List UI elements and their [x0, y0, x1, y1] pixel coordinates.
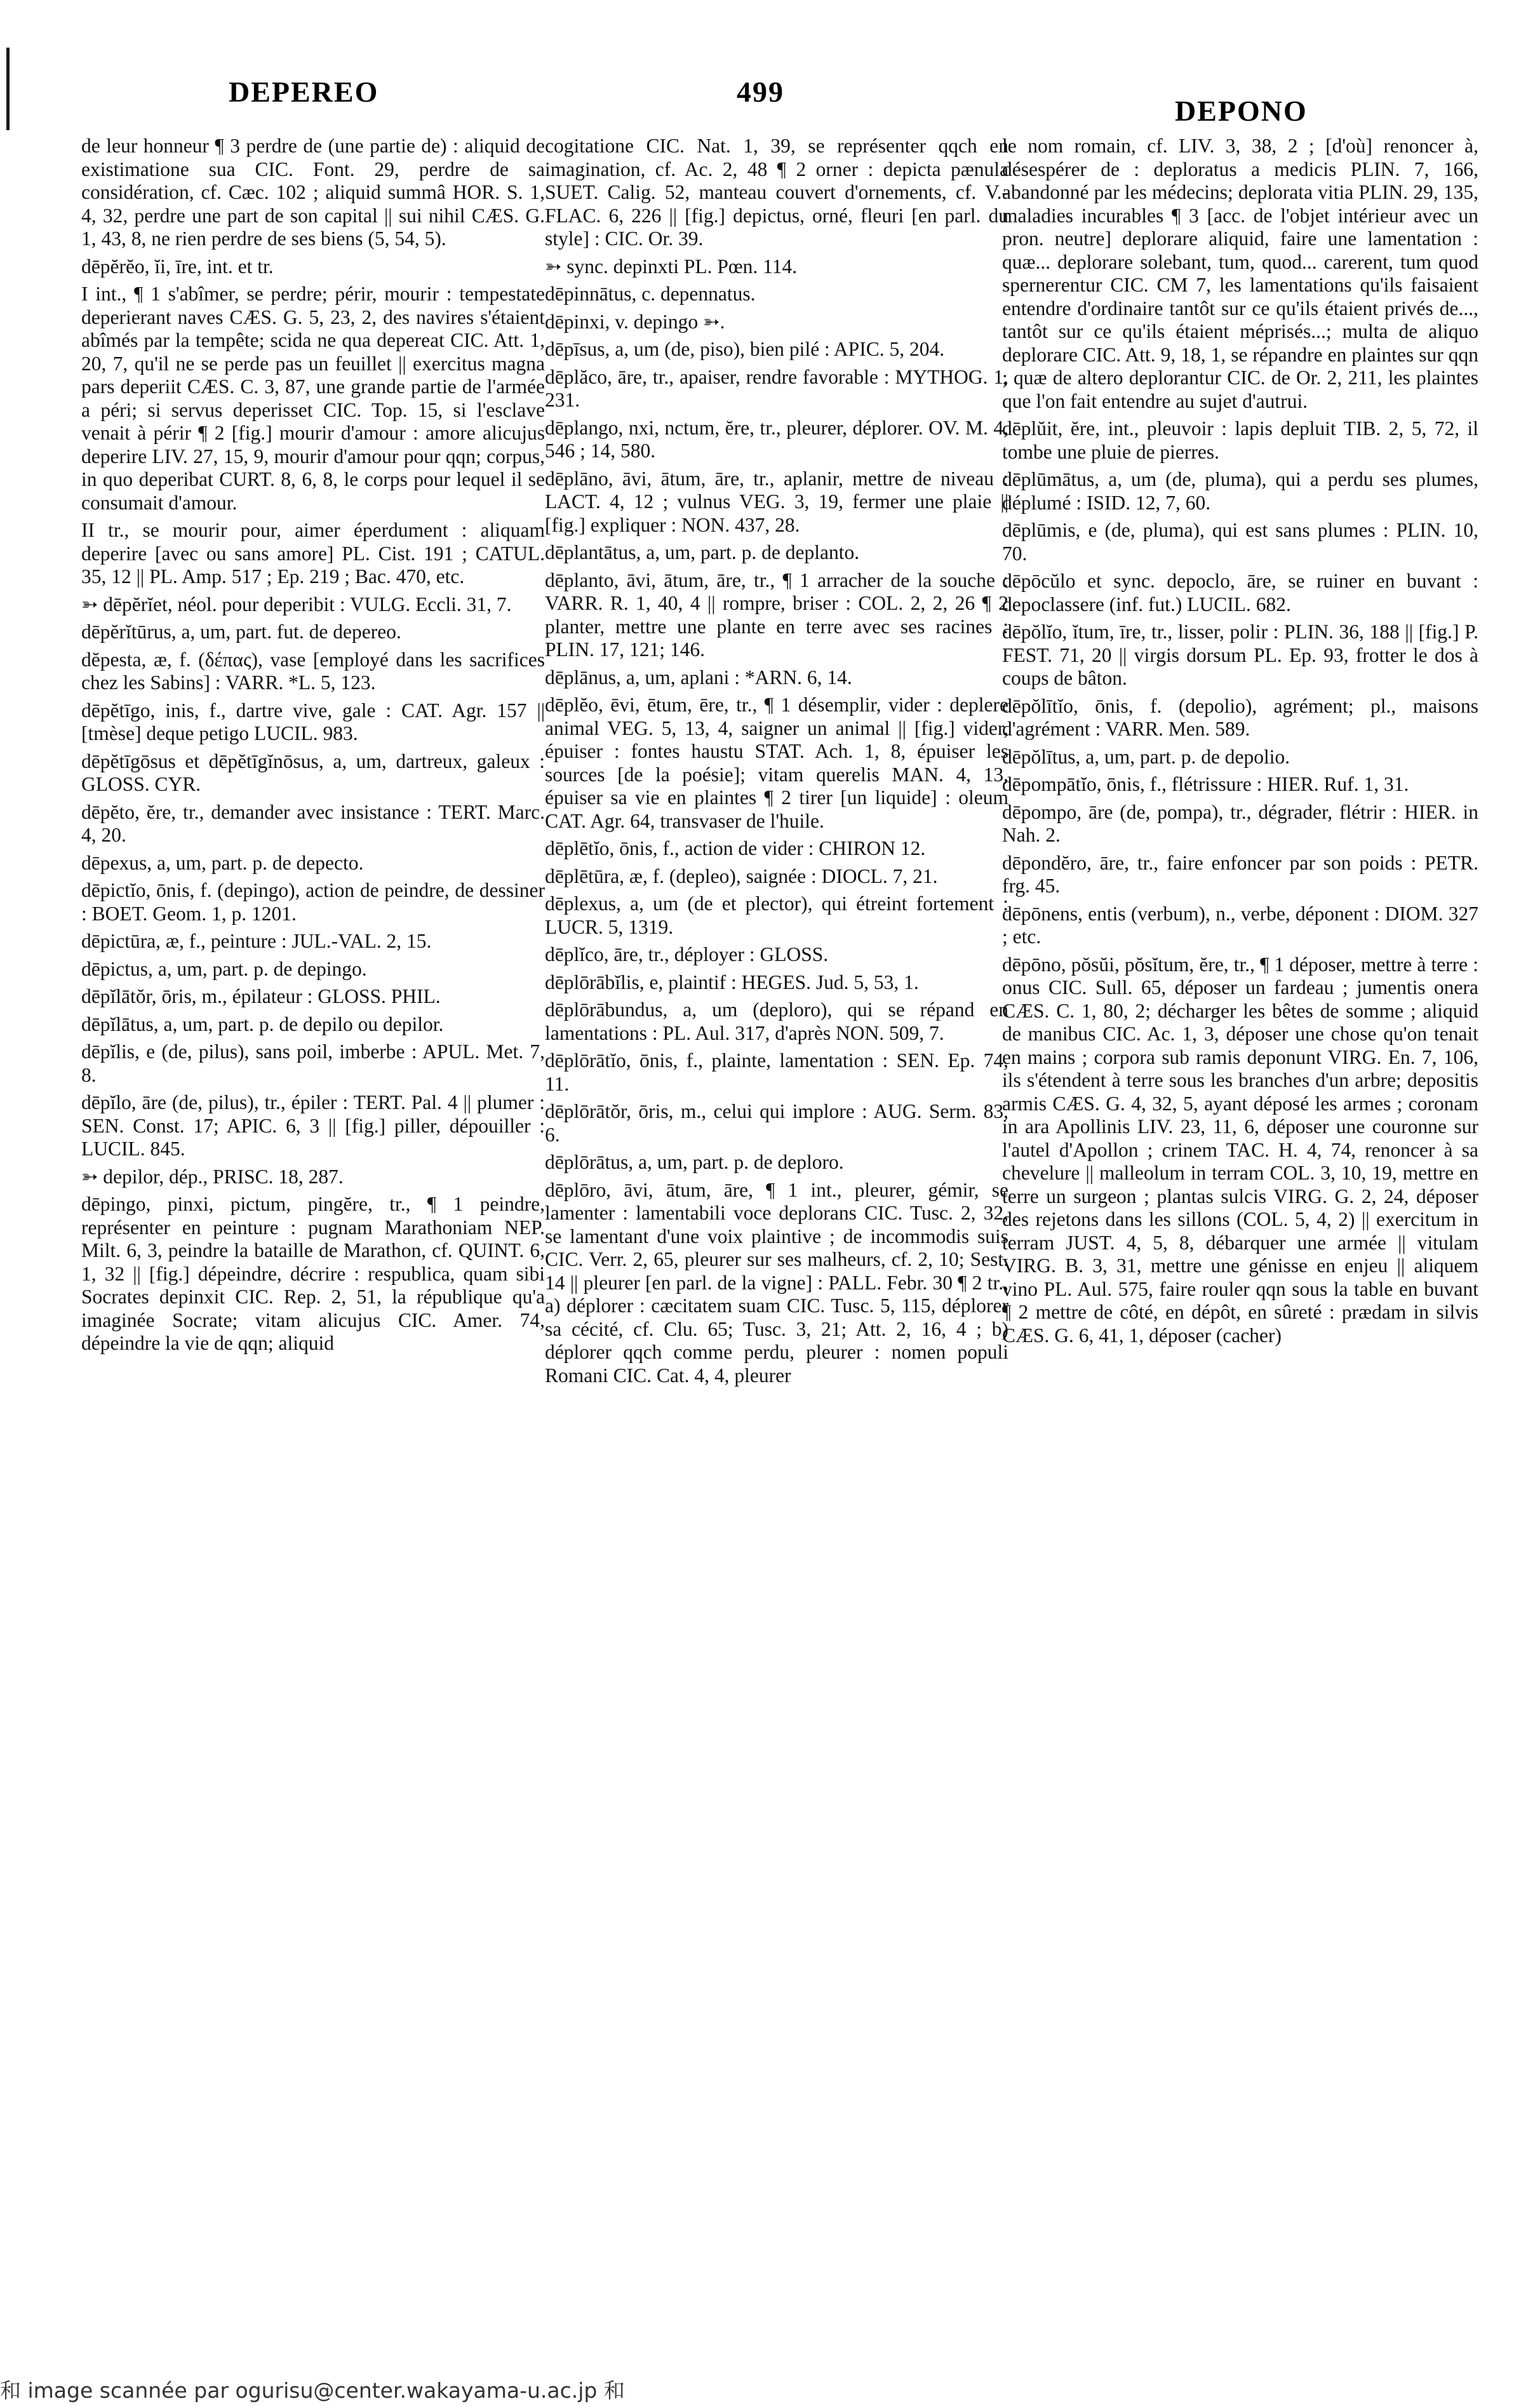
dictionary-entry: dēplētūra, æ, f. (depleo), saignée : DIOCL. 7, 21.	[545, 864, 938, 887]
dictionary-entry: dēpompo, āre (de, pompa), tr., dégrader, flétrir : HIER. in Nah. 2.	[1002, 800, 1478, 846]
dictionary-entry: dēplăco, āre, tr., apaiser, rendre favorable : MYTHOG. 1, 231.	[545, 365, 1008, 411]
dictionary-entry: dēpinxi, v. depingo ➳.	[545, 310, 725, 333]
left-margin-rule	[6, 48, 10, 130]
dictionary-entry: dēpĭlātŏr, ōris, m., épilateur : GLOSS. PHIL.	[81, 985, 441, 1007]
scan-credit-footer: 和 image scannée par ogurisu@center.wakayama-u.ac.jp 和	[0, 2378, 625, 2403]
dictionary-entry: dēplōrātus, a, um, part. p. de deploro.	[545, 1151, 844, 1173]
dictionary-entry: dēplūmis, e (de, pluma), qui est sans plumes : PLIN. 10, 70.	[1002, 519, 1478, 565]
dictionary-entry: dēpĕto, ĕre, tr., demander avec insistance : TERT. Marc. 4, 20.	[81, 800, 545, 846]
dictionary-entry: dēplŭit, ĕre, int., pleuvoir : lapis depluit TIB. 2, 5, 72, il tombe une pluie de pierres.	[1002, 417, 1478, 463]
dictionary-entry: dēpĭlātus, a, um, part. p. de depilo ou depilor.	[81, 1012, 444, 1035]
dictionary-entry: dēpĭlo, āre (de, pilus), tr., épiler : TERT. Pal. 4 || plumer : SEN. Const. 17; APIC. 6, 3 || [fig.] piller, dépouiller : LUCIL. 845.	[81, 1091, 545, 1160]
dictionary-entry: dēplanto, āvi, ātum, āre, tr., ¶ 1 arracher de la souche : VARR. R. 1, 40, 4 || rompre, briser : COL. 2, 2, 26 ¶ 2 planter, mettre une plante en terre avec ses racines : PLIN. 17, 121; 146.	[545, 568, 1008, 661]
dictionary-entry: dēplĕo, ēvi, ētum, ēre, tr., ¶ 1 désemplir, vider : deplere animal VEG. 5, 13, 4, saigner un animal || [fig.] vider, épuiser : fontes haustu STAT. Ach. 1, 8, épuiser les sources [de la poésie]; vitam querelis MAN. 4, 13, épuiser sa vie en plaintes ¶ 2 tirer [un liquide] : oleum CAT. Agr. 64, transvaser de l'huile.	[545, 694, 1008, 832]
dictionary-entry: cogitatione CIC. Nat. 1, 39, se représenter qqch en imagination, cf. Ac. 2, 48 ¶ 2 orner : depicta pænula SUET. Calig. 52, manteau couvert d'ornements, cf. V.-FLAC. 6, 226 || [fig.] depictus, orné, fleuri [en parl. du style] : CIC. Or. 39.	[545, 135, 1008, 250]
text-column-1	[81, 135, 545, 2345]
dictionary-entry: dēpōnens, entis (verbum), n., verbe, déponent : DIOM. 327 ; etc.	[1002, 902, 1478, 948]
dictionary-entry: dēpŏlītĭo, ōnis, f. (depolio), agrément; pl., maisons d'agrément : VARR. Men. 589.	[1002, 694, 1478, 740]
dictionary-entry: dēpĭlis, e (de, pilus), sans poil, imberbe : APUL. Met. 7, 8.	[81, 1040, 545, 1086]
page-number: 499	[737, 76, 784, 108]
dictionary-entry: dēpŏlītus, a, um, part. p. de depolio.	[1002, 745, 1290, 768]
dictionary-entry: de leur honneur ¶ 3 perdre de (une partie de) : aliquid de existimatione sua CIC. Font. 29, perdre de sa considération, cf. Cæc. 102 ; aliquid summâ HOR. S. 1, 4, 32, perdre une part de son capital || sui nihil CÆS. G. 1, 43, 8, ne rien perdre de ses biens (5, 54, 5).	[81, 135, 545, 250]
dictionary-entry: dēplētĭo, ōnis, f., action de vider : CHIRON 12.	[545, 837, 926, 859]
dictionary-entry: dēpĕrĭtūrus, a, um, part. fut. de depereo.	[81, 621, 401, 643]
dictionary-entry: dēpingo, pinxi, pictum, pingĕre, tr., ¶ 1 peindre, représenter en peinture : pugnam Marathoniam NEP. Milt. 6, 3, peindre la bataille de Marathon, cf. QUINT. 6, 1, 32 || [fig.] dépeindre, décrire : respublica, quam sibi Socrates depinxit CIC. Rep. 2, 51, la république qu'a imaginée Socrate; vitam alicujus CIC. Amer. 74, dépeindre la vie de qqn; aliquid	[81, 1193, 545, 1354]
dictionary-entry: dēplāno, āvi, ātum, āre, tr., aplanir, mettre de niveau : LACT. 4, 12 ; vulnus VEG. 3, 19, fermer une plaie || [fig.] expliquer : NON. 437, 28.	[545, 467, 1008, 536]
dictionary-entry: dēpompātĭo, ōnis, f., flétrissure : HIER. Ruf. 1, 31.	[1002, 773, 1409, 795]
text-column-2	[545, 135, 1008, 2345]
dictionary-entry: ➳ dēpĕrĭet, néol. pour deperibit : VULG. Eccli. 31, 7.	[81, 593, 512, 615]
dictionary-entry: dēpinnātus, c. depennatus.	[545, 283, 756, 305]
dictionary-entry: dēpīsus, a, um (de, piso), bien pilé : APIC. 5, 204.	[545, 338, 945, 360]
dictionary-entry: dēplōrābundus, a, um (deploro), qui se répand en lamentations : PL. Aul. 317, d'après NON. 509, 7.	[545, 998, 1008, 1044]
running-head-right: DEPONO	[1175, 95, 1308, 127]
dictionary-entry: dēpictus, a, um, part. p. de depingo.	[81, 957, 367, 980]
dictionary-entry: le nom romain, cf. LIV. 3, 38, 2 ; [d'où] renoncer à, désespérer de : deploratus a medicis PLIN. 7, 166, abandonné par les médecins; deplorata vitia PLIN. 29, 135, maladies incurables ¶ 3 [acc. de l'objet intérieur avec un pron. neutre] deplorare aliquid, faire une lamentation : quæ... deplorare solebant, tum, quod... carerent, tum quod spernerentur CIC. CM 7, les lamentations qu'ils faisaient entendre d'ordinaire tantôt sur ce qu'ils étaient privés de..., tantôt sur ce qu'ils étaient méprisés...; multa de aliquo deplorare CIC. Att. 9, 18, 1, se répandre en plaintes sur qqn ; quæ de altero deplorantur CIC. de Or. 2, 211, les plaintes que l'on fait entendre au sujet d'autrui.	[1002, 135, 1478, 412]
dictionary-entry: dēpōcŭlo et sync. depoclo, āre, se ruiner en buvant : depoclassere (inf. fut.) LUCIL. 682.	[1002, 570, 1478, 615]
running-head-left: DEPEREO	[229, 76, 379, 108]
dictionary-entry: ➳ depilor, dép., PRISC. 18, 287.	[81, 1165, 344, 1188]
dictionary-entry: dēplōro, āvi, ātum, āre, ¶ 1 int., pleurer, gémir, se lamenter : lamentabili voce deplorans CIC. Tusc. 2, 32, se lamentant d'une voix plaintive ; de incommodis suis CIC. Verr. 2, 65, pleurer sur ses malheurs, cf. 2, 10; Sest. 14 || pleurer [en parl. de la vigne] : PALL. Febr. 30 ¶ 2 tr., a) déplorer : cæcitatem suam CIC. Tusc. 5, 115, déplorer sa cécité, cf. Clu. 65; Tusc. 3, 21; Att. 2, 16, 4 ; b) déplorer qqch comme perdu, pleurer : nomen populi Romani CIC. Cat. 4, 4, pleurer	[545, 1178, 1008, 1387]
dictionary-entry: dēplexus, a, um (de et plector), qui étreint fortement : LUCR. 5, 1319.	[545, 892, 1008, 938]
dictionary-entry: dēplōrātŏr, ōris, m., celui qui implore : AUG. Serm. 83, 6.	[545, 1100, 1008, 1146]
dictionary-entry: dēplūmātus, a, um (de, pluma), qui a perdu ses plumes, déplumé : ISID. 12, 7, 60.	[1002, 468, 1478, 514]
dictionary-entry: dēplango, nxi, nctum, ĕre, tr., pleurer, déplorer. OV. M. 4, 546 ; 14, 580.	[545, 416, 1008, 462]
dictionary-entry: dēplōrātĭo, ōnis, f., plainte, lamentation : SEN. Ep. 74, 11.	[545, 1049, 1008, 1095]
dictionary-entry: dēpondĕro, āre, tr., faire enfoncer par son poids : PETR. frg. 45.	[1002, 851, 1478, 897]
dictionary-entry: dēplōrābĭlis, e, plaintif : HEGES. Jud. 5, 53, 1.	[545, 971, 919, 993]
dictionary-entry: dēpexus, a, um, part. p. de depecto.	[81, 851, 364, 874]
dictionary-entry: dēpictūra, æ, f., peinture : JUL.-VAL. 2, 15.	[81, 930, 432, 952]
dictionary-entry: dēpĕtīgo, inis, f., dartre vive, gale : CAT. Agr. 157 || [tmèse] deque petigo LUCIL. 983.	[81, 699, 545, 744]
dictionary-entry: I int., ¶ 1 s'abîmer, se perdre; périr, mourir : tempestate deperierant naves CÆS. G. 5, 23, 2, des navires s'étaient abîmés par la tempête; scida ne qua depereat CIC. Att. 1, 20, 7, qu'il ne se perde pas un feuillet || exercitus magna pars deperiit CÆS. C. 3, 87, une grande partie de l'armée a péri; si servus deperisset CIC. Top. 15, si l'esclave venait à périr ¶ 2 [fig.] mourir d'amour : amore alicujus deperire LIV. 27, 15, 9, mourir d'amour pour qqn; corpus, in quo deperibat CURT. 8, 6, 8, le corps pour lequel il se consumait d'amour.	[81, 283, 545, 514]
text-column-3	[1002, 135, 1478, 2345]
dictionary-entry: dēpĕtīgōsus et dēpĕtīgĭnōsus, a, um, dartreux, galeux : GLOSS. CYR.	[81, 749, 545, 795]
dictionary-entry: II tr., se mourir pour, aimer éperdument : aliquam deperire [avec ou sans amore] PL. Cist. 191 ; CATUL. 35, 12 || PL. Amp. 517 ; Ep. 219 ; Bac. 470, etc.	[81, 519, 545, 588]
dictionary-entry: ➳ sync. depinxti PL. Pœn. 114.	[545, 255, 798, 278]
dictionary-entry: dēplĭco, āre, tr., déployer : GLOSS.	[545, 943, 829, 965]
dictionary-entry: dēpictĭo, ōnis, f. (depingo), action de peindre, de dessiner : BOET. Geom. 1, p. 1201.	[81, 879, 545, 925]
dictionary-entry: dĕpesta, æ, f. (δέπας), vase [employé dans les sacrifices chez les Sabins] : VARR. *L. 5, 123.	[81, 648, 545, 694]
dictionary-entry: dēpŏlĭo, ĭtum, īre, tr., lisser, polir : PLIN. 36, 188 || [fig.] P. FEST. 71, 20 || virgis dorsum PL. Ep. 93, frotter le dos à coups de bâton.	[1002, 621, 1478, 689]
dictionary-entry: dēplānus, a, um, aplani : *ARN. 6, 14.	[545, 666, 852, 689]
dictionary-entry: dēplantātus, a, um, part. p. de deplanto.	[545, 541, 860, 563]
dictionary-entry: dēpōno, pŏsŭi, pŏsĭtum, ĕre, tr., ¶ 1 déposer, mettre à terre : onus CIC. Sull. 65, déposer un fardeau ; jumentis onera CÆS. C. 1, 80, 2; décharger les bêtes de somme ; aliquid de manibus CIC. Ac. 1, 3, déposer une chose qu'on tenait en mains ; corpora sub ramis deponunt VIRG. En. 7, 106, ils s'étendent à terre sous les branches d'un arbre; depositis armis CÆS. G. 4, 32, 5, ayant déposé les armes ; coronam in ara Apollinis LIV. 23, 11, 6, déposer une couronne sur l'autel d'Apollon ; crinem TAC. H. 4, 74, renoncer à sa chevelure || malleolum in terram COL. 3, 10, 19, mettre en terre un surgeon ; plantas sulcis VIRG. G. 2, 24, déposer des rejetons dans les sillons (COL. 5, 4, 2) || exercitum in terram JUST. 4, 5, 8, débarquer une armée || vitulam VIRG. B. 3, 31, mettre une génisse en enjeu || aliquem vino PL. Aul. 575, faire rouler qqn sous la table en buvant ¶ 2 mettre de côté, en dépôt, en sûreté : prædam in silvis CÆS. G. 6, 41, 1, déposer (cacher)	[1002, 953, 1478, 1347]
dictionary-entry: dēpĕrĕo, ĭi, īre, int. et tr.	[81, 255, 274, 278]
